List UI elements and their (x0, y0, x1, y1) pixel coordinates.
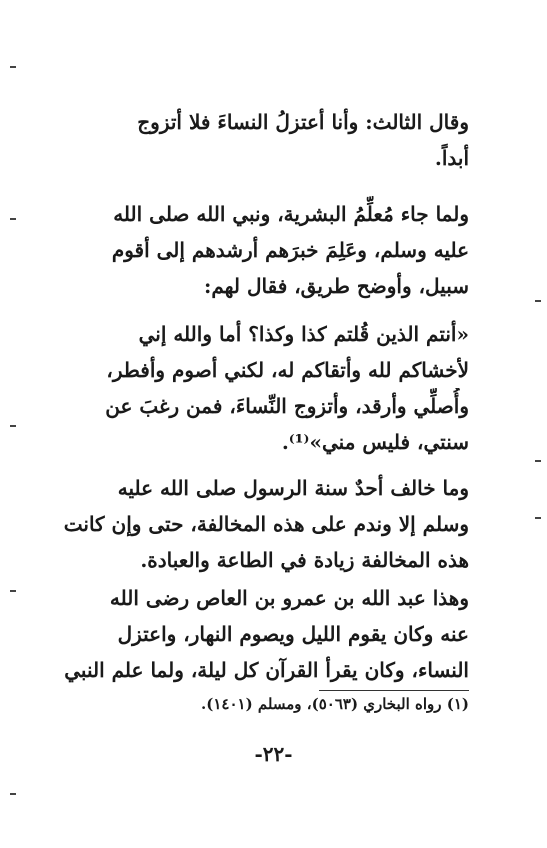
text-line: «أنتم الذين قُلتم كذا وكذا؟ أما والله إني (138, 322, 469, 346)
paragraph-third-man (48, 104, 469, 176)
margin-mark (535, 517, 541, 519)
footnote: (١) رواه البخاري (٥٠٦٣)، ومسلم (١٤٠١). (201, 695, 469, 713)
margin-mark (10, 218, 16, 220)
paragraph-contradiction (48, 470, 469, 578)
text-line: وسلم إلا وندم على هذه المخالفة، حتى وإن كانت (63, 512, 469, 536)
text-line: وأُصلِّي وأرقد، وأتزوج النِّساءَ، فمن رغبَ عن (105, 394, 469, 418)
text-line: سنتي، فليس مني»⁽¹⁾. (281, 430, 469, 454)
margin-mark (10, 590, 16, 592)
margin-mark (10, 793, 16, 795)
paragraph-prophet-guidance (48, 196, 469, 304)
paragraph-abdullah-ibn-amr (48, 580, 469, 688)
text-line: ولما جاء مُعلِّمُ البشرية، ونبي الله صلى الله (113, 202, 469, 226)
text-line: أبداً. (434, 146, 469, 170)
text-line: النساء، وكان يقرأ القرآن كل ليلة، ولما علم النبي (64, 658, 469, 682)
text-line: لأخشاكم لله وأتقاكم له، لكني أصوم وأفطر، (106, 358, 469, 382)
text-line: هذه المخالفة زيادة في الطاعة والعبادة. (140, 548, 469, 572)
text-line: عليه وسلم، وعَلِمَ خبرَهم أرشدهم إلى أقوم (111, 238, 469, 262)
paragraph-hadith-quote (48, 316, 469, 460)
margin-mark (535, 460, 541, 462)
margin-mark (10, 66, 16, 68)
text-line: وما خالف أحدٌ سنة الرسول صلى الله عليه (117, 476, 469, 500)
margin-mark (10, 425, 16, 427)
text-line: عنه وكان يقوم الليل ويصوم النهار، واعتزل (117, 622, 469, 646)
margin-mark (535, 300, 541, 302)
text-line: وقال الثالث: وأنا أعتزلُ النساءَ فلا أتزوج (137, 110, 469, 134)
text-line: سبيل، وأوضح طريق، فقال لهم: (203, 274, 469, 298)
text-line: وهذا عبد الله بن عمرو بن العاص رضى الله (109, 586, 469, 610)
page-number: -٢٢- (254, 742, 293, 766)
